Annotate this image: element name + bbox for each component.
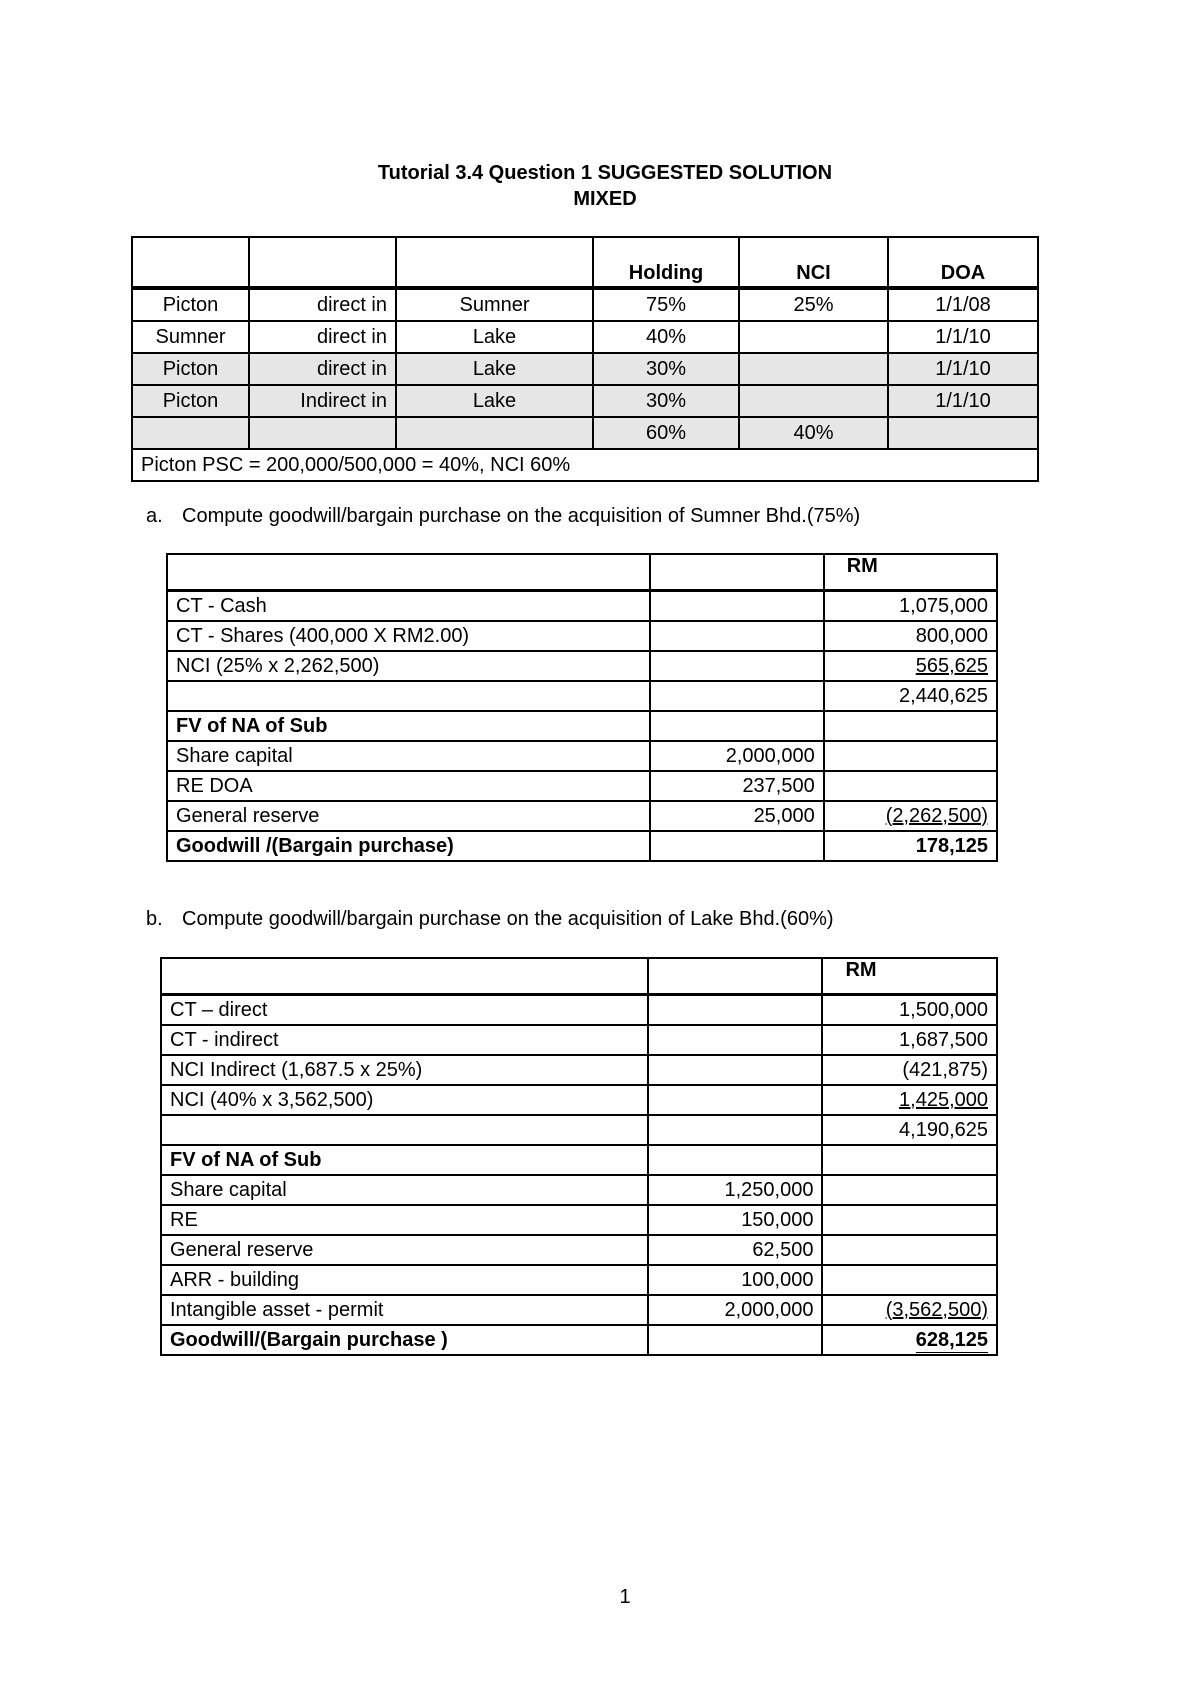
table-row bbox=[167, 741, 997, 771]
investor-cell bbox=[132, 417, 249, 449]
question-letter: b. bbox=[146, 908, 163, 930]
psc-note: Picton PSC = 200,000/500,000 = 40%, NCI 60% bbox=[132, 449, 1038, 481]
holding-cell: 30% bbox=[593, 353, 739, 385]
holding-cell: 40% bbox=[593, 321, 739, 353]
table-row bbox=[167, 591, 997, 622]
label-cell: CT - Shares (400,000 X RM2.00) bbox=[167, 621, 650, 651]
rm-cell bbox=[824, 711, 997, 741]
rm-cell: (421,875) bbox=[822, 1055, 997, 1085]
label-cell bbox=[161, 958, 648, 995]
investee-cell: Lake bbox=[396, 385, 593, 417]
rm-cell bbox=[822, 1175, 997, 1205]
doa-cell bbox=[888, 417, 1038, 449]
table-row bbox=[167, 711, 997, 741]
holdings-header-row bbox=[132, 237, 1038, 288]
doa-cell: 1/1/10 bbox=[888, 321, 1038, 353]
amount-cell bbox=[650, 831, 823, 861]
rm-cell bbox=[822, 1085, 997, 1115]
rm-cell bbox=[824, 801, 997, 831]
holdings-footer-row bbox=[132, 449, 1038, 481]
rm-cell bbox=[824, 771, 997, 801]
amount-cell bbox=[648, 1145, 823, 1175]
rm-cell: 2,440,625 bbox=[824, 681, 997, 711]
holdings-total-row bbox=[132, 417, 1038, 449]
table-row bbox=[161, 995, 997, 1026]
table-row bbox=[167, 651, 997, 681]
doa-cell: 1/1/08 bbox=[888, 288, 1038, 321]
table-row bbox=[167, 621, 997, 651]
nci-total-cell: 40% bbox=[739, 417, 888, 449]
rm-header: RM bbox=[822, 958, 997, 995]
nci-cell: 25% bbox=[739, 288, 888, 321]
header-cell bbox=[249, 237, 396, 288]
question-text: Compute goodwill/bargain purchase on the acquisition of Lake Bhd.(60%) bbox=[182, 908, 834, 930]
table-row bbox=[161, 1295, 997, 1325]
amount-cell bbox=[648, 1325, 823, 1355]
table-row bbox=[167, 801, 997, 831]
holding-total-cell: 60% bbox=[593, 417, 739, 449]
rm-cell bbox=[822, 1145, 997, 1175]
investor-cell: Picton bbox=[132, 353, 249, 385]
table-header-row bbox=[161, 958, 997, 995]
goodwill-label: Goodwill /(Bargain purchase) bbox=[167, 831, 650, 861]
label-cell: General reserve bbox=[161, 1235, 648, 1265]
investor-cell: Picton bbox=[132, 385, 249, 417]
rm-cell: 4,190,625 bbox=[822, 1115, 997, 1145]
amount-cell: 25,000 bbox=[650, 801, 823, 831]
label-cell: NCI Indirect (1,687.5 x 25%) bbox=[161, 1055, 648, 1085]
amount-cell: 2,000,000 bbox=[648, 1295, 823, 1325]
amount-cell: 150,000 bbox=[648, 1205, 823, 1235]
amount-cell: 62,500 bbox=[648, 1235, 823, 1265]
question-letter: a. bbox=[146, 505, 163, 527]
rm-cell bbox=[824, 741, 997, 771]
table-row bbox=[161, 1265, 997, 1295]
question-b bbox=[146, 908, 834, 931]
table-row bbox=[161, 1205, 997, 1235]
rm-cell bbox=[822, 1235, 997, 1265]
label-cell: NCI (25% x 2,262,500) bbox=[167, 651, 650, 681]
header-cell bbox=[132, 237, 249, 288]
rm-cell bbox=[822, 1205, 997, 1235]
relation-cell: Indirect in bbox=[249, 385, 396, 417]
document-title: Tutorial 3.4 Question 1 SUGGESTED SOLUTION bbox=[377, 162, 833, 184]
relation-cell: direct in bbox=[249, 321, 396, 353]
amount-cell bbox=[648, 958, 823, 995]
table-row bbox=[161, 1175, 997, 1205]
amount-cell bbox=[648, 1025, 823, 1055]
rm-cell: 800,000 bbox=[824, 621, 997, 651]
investee-cell: Lake bbox=[396, 353, 593, 385]
header-cell bbox=[396, 237, 593, 288]
label-cell: Share capital bbox=[167, 741, 650, 771]
rm-cell bbox=[822, 1295, 997, 1325]
goodwill-value: 628,125 bbox=[916, 1329, 988, 1355]
table-row bbox=[167, 681, 997, 711]
amount-cell bbox=[648, 1115, 823, 1145]
holding-cell: 30% bbox=[593, 385, 739, 417]
label-cell: General reserve bbox=[167, 801, 650, 831]
investee-cell: Lake bbox=[396, 321, 593, 353]
holdings-row bbox=[132, 288, 1038, 321]
goodwill-value-cell bbox=[822, 1325, 997, 1355]
amount-cell bbox=[650, 554, 823, 591]
investor-cell: Sumner bbox=[132, 321, 249, 353]
amount-cell: 1,250,000 bbox=[648, 1175, 823, 1205]
table-row bbox=[161, 1115, 997, 1145]
header-doa: DOA bbox=[888, 237, 1038, 288]
investee-cell: Sumner bbox=[396, 288, 593, 321]
label-cell: Share capital bbox=[161, 1175, 648, 1205]
rm-value: 1,425,000 bbox=[899, 1088, 988, 1111]
section-label: FV of NA of Sub bbox=[161, 1145, 648, 1175]
investee-cell bbox=[396, 417, 593, 449]
label-cell: CT - indirect bbox=[161, 1025, 648, 1055]
relation-cell: direct in bbox=[249, 288, 396, 321]
rm-value: (3,562,500) bbox=[885, 1298, 988, 1321]
rm-cell: 1,687,500 bbox=[822, 1025, 997, 1055]
header-holding: Holding bbox=[593, 237, 739, 288]
table-row bbox=[161, 1145, 997, 1175]
section-label: FV of NA of Sub bbox=[167, 711, 650, 741]
table-row bbox=[167, 771, 997, 801]
amount-cell: 100,000 bbox=[648, 1265, 823, 1295]
label-cell bbox=[167, 681, 650, 711]
relation-cell: direct in bbox=[249, 353, 396, 385]
doa-cell: 1/1/10 bbox=[888, 385, 1038, 417]
rm-cell: 1,075,000 bbox=[824, 591, 997, 622]
label-cell: ARR - building bbox=[161, 1265, 648, 1295]
amount-cell bbox=[650, 621, 823, 651]
holding-cell: 75% bbox=[593, 288, 739, 321]
goodwill-row bbox=[167, 831, 997, 861]
label-cell: CT – direct bbox=[161, 995, 648, 1026]
label-cell: RE bbox=[161, 1205, 648, 1235]
goodwill-table-lake bbox=[160, 957, 998, 1356]
question-text: Compute goodwill/bargain purchase on the acquisition of Sumner Bhd.(75%) bbox=[182, 505, 861, 527]
label-cell: Intangible asset - permit bbox=[161, 1295, 648, 1325]
table-row bbox=[161, 1055, 997, 1085]
nci-cell bbox=[739, 321, 888, 353]
rm-cell bbox=[822, 1265, 997, 1295]
amount-cell bbox=[648, 1055, 823, 1085]
table-row bbox=[161, 1025, 997, 1055]
amount-cell: 2,000,000 bbox=[650, 741, 823, 771]
table-row bbox=[161, 1085, 997, 1115]
rm-cell: 1,500,000 bbox=[822, 995, 997, 1026]
label-cell bbox=[161, 1115, 648, 1145]
table-header-row bbox=[167, 554, 997, 591]
document-subtitle: MIXED bbox=[573, 188, 637, 210]
amount-cell bbox=[650, 651, 823, 681]
doa-cell: 1/1/10 bbox=[888, 353, 1038, 385]
holdings-row bbox=[132, 385, 1038, 417]
holdings-table bbox=[131, 236, 1039, 482]
label-cell: RE DOA bbox=[167, 771, 650, 801]
goodwill-value: 178,125 bbox=[824, 831, 997, 861]
investor-cell: Picton bbox=[132, 288, 249, 321]
goodwill-table-sumner bbox=[166, 553, 998, 862]
rm-value: (2,262,500) bbox=[885, 804, 988, 827]
holdings-row bbox=[132, 321, 1038, 353]
amount-cell bbox=[648, 995, 823, 1026]
rm-header: RM bbox=[824, 554, 997, 591]
header-nci: NCI bbox=[739, 237, 888, 288]
nci-cell bbox=[739, 353, 888, 385]
rm-cell bbox=[824, 651, 997, 681]
page-number: 1 bbox=[619, 1586, 631, 1608]
amount-cell bbox=[650, 711, 823, 741]
label-cell: CT - Cash bbox=[167, 591, 650, 622]
goodwill-row bbox=[161, 1325, 997, 1355]
goodwill-label: Goodwill/(Bargain purchase ) bbox=[161, 1325, 648, 1355]
amount-cell bbox=[648, 1085, 823, 1115]
question-a bbox=[146, 505, 860, 528]
relation-cell bbox=[249, 417, 396, 449]
table-row bbox=[161, 1235, 997, 1265]
label-cell bbox=[167, 554, 650, 591]
amount-cell bbox=[650, 681, 823, 711]
amount-cell: 237,500 bbox=[650, 771, 823, 801]
holdings-row bbox=[132, 353, 1038, 385]
amount-cell bbox=[650, 591, 823, 622]
label-cell: NCI (40% x 3,562,500) bbox=[161, 1085, 648, 1115]
nci-cell bbox=[739, 385, 888, 417]
rm-value: 565,625 bbox=[915, 654, 988, 677]
